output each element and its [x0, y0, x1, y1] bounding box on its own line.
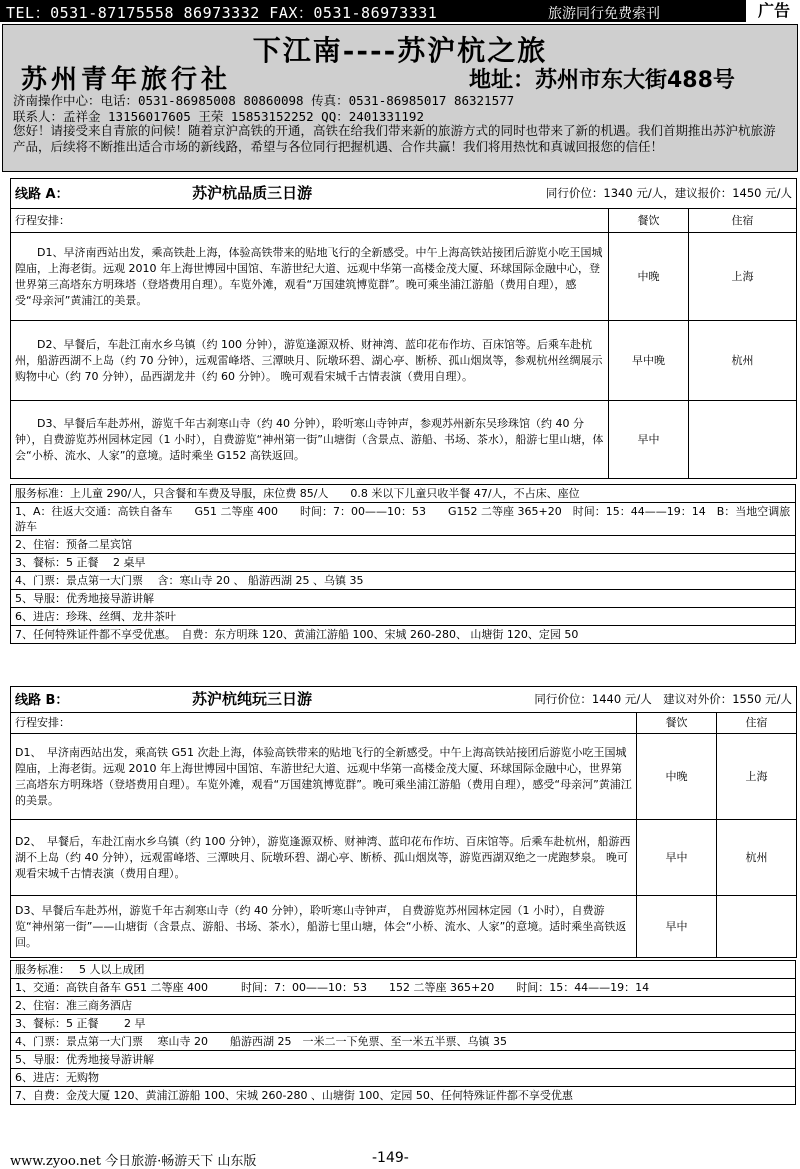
- route-b-day3-meals: 早中: [637, 896, 717, 958]
- route-a-itinerary-header: 行程安排：: [11, 209, 609, 233]
- route-a-title: 苏沪杭品质三日游: [192, 183, 313, 202]
- route-b-day2-meals: 早中: [637, 820, 717, 896]
- route-a-item-3: 3、餐标：5 正餐 2 桌早: [11, 554, 796, 572]
- route-b-header: [11, 687, 797, 713]
- route-a-service-table: [10, 484, 796, 644]
- route-a-table: [10, 178, 797, 479]
- route-a-day1-lodging: 上海: [689, 233, 797, 321]
- route-a-item-5: 5、导服：优秀地接导游讲解: [11, 590, 796, 608]
- intro-paragraph: 您好！请接受来自青旅的问候！随着京沪高铁的开通，高铁在给我们带来新的旅游方式的同时也带来了新的机遇。我们首期推出苏沪杭旅游产品，后续将不断推出适合市场的新线路，希望与各位同行把握机遇、合作共赢！我们将用热忱和真诚回报您的信任！: [13, 123, 776, 154]
- route-b-day2: D2、 早餐后，车赴江南水乡乌镇（约 100 分钟），游览逢源双桥、财神湾、蓝印花布作坊、百床馆等。后乘车赴杭州，船游西湖不上岛（约 40 分钟），远观雷峰塔、三潭映月、阮墩环碧、湖心亭、断桥、孤山烟岚等，游览西湖双绝之一虎跑梦泉。 晚可观看宋城千古情表演（费用自理）。: [11, 820, 637, 896]
- contacts-line: 联系人：孟祥金 13156017605 王荣 15853152252 QQ：2401331192: [13, 109, 424, 124]
- route-a-day3-meals: 早中: [609, 401, 689, 479]
- route-a-lodging-header: 住宿: [689, 209, 797, 233]
- route-b-meals-header: 餐饮: [637, 713, 717, 734]
- agency-header: [2, 24, 798, 172]
- route-b-day2-lodging: 杭州: [717, 820, 797, 896]
- route-b-item-7: 7、自费：金茂大厦 120、黄浦江游船 100、宋城 260-280 、山塘街 100、定园 50、任何特殊证件都不享受优惠: [11, 1087, 796, 1105]
- route-b-service-table: [10, 960, 796, 1105]
- route-b-lodging-header: 住宿: [717, 713, 797, 734]
- route-b-item-6: 6、进店：无购物: [11, 1069, 796, 1087]
- route-a-item-6: 6、进店：珍珠、丝绸、龙井茶叶: [11, 608, 796, 626]
- route-b-item-5: 5、导服：优秀地接导游讲解: [11, 1051, 796, 1069]
- route-b-day1-meals: 中晚: [637, 734, 717, 820]
- route-a-standard: 服务标准：上儿童 290/人，只含餐和车费及导服，床位费 85/人 0.8 米以下儿童只收半餐 47/人，不占床、座位: [11, 485, 796, 503]
- route-b-standard: 服务标准： 5 人以上成团: [11, 961, 796, 979]
- route-b-item-1: 1、交通：高铁自备车 G51 二等座 400 时间：7：00——10：53 152 二等座 365+20 时间：15：44——19：14: [11, 979, 796, 997]
- route-a-day2-lodging: 杭州: [689, 321, 797, 401]
- route-a-day2-meals: 早中晚: [609, 321, 689, 401]
- route-b-table: [10, 686, 797, 958]
- page-number: -149-: [372, 1150, 409, 1166]
- footer-site: www.zyoo.net 今日旅游·畅游天下 山东版: [10, 1154, 257, 1169]
- ops-center-line: 济南操作中心：电话：0531-86985008 80860098 传真：0531-86985017 86321577: [13, 93, 515, 108]
- contact-numbers: TEL：0531-87175558 86973332 FAX：0531-86973331: [6, 4, 438, 22]
- route-a-label: 线路 A：: [15, 186, 69, 202]
- route-a-meals-header: 餐饮: [609, 209, 689, 233]
- route-b-price: 同行价位：1440 元/人 建议对外价：1550 元/人: [534, 691, 793, 706]
- route-b-item-2: 2、住宿：准三商务酒店: [11, 997, 796, 1015]
- route-a-header: [11, 179, 797, 209]
- agency-address: 地址：苏州市东大街488号: [469, 68, 735, 93]
- route-b-day3: D3、早餐后车赴苏州，游览千年古刹寒山寺（约 40 分钟），聆听寒山寺钟声， 自费游览苏州园林定园（1 小时），自费游览“神州第一街”——山塘街（含景点、游船、书场、茶水），船游七里山塘，体会“小桥、流水、人家”的意境。适时乘坐高铁返回。: [11, 896, 637, 958]
- route-a-day3: D3、早餐后车赴苏州，游览千年古刹寒山寺（约 40 分钟），聆听寒山寺钟声，参观苏州新东吴珍珠馆（约 40 分钟），自费游览苏州园林定园（1 小时），自费游览“神州第一街”山塘街（含景点、游船、书场、茶水），船游七里山塘，体会“小桥、流水、人家”的意境。适时乘坐 G152 高铁返回。: [11, 401, 609, 479]
- route-b-day1: D1、 早济南西站出发，乘高铁 G51 次赴上海，体验高铁带来的贴地飞行的全新感受。中午上海高铁站接团后游览小吃王国城隍庙，上海老街。远观 2010 年上海世博园中国馆、车游世纪大道、远观中华第一高楼金茂大厦、环球国际金融中心，世界第三高塔东方明珠塔（登塔费用自理）。车览外滩，观看“万国建筑博览群”。晚可乘坐浦江游船（费用自理），感受“母亲河”黄浦江的美景。: [11, 734, 637, 820]
- route-a-day1: D1、早济南西站出发，乘高铁赴上海，体验高铁带来的贴地飞行的全新感受。中午上海高铁站接团后游览小吃王国城隍庙，上海老街。远观 2010 年上海世博园中国馆、车游世纪大道、远观中华第一高楼金茂大厦、环球国际金融中心，登世界第三高塔东方明珠塔（登塔费用自理）。车览外滩，观看“万国建筑博览群”。晚可乘坐浦江游船（费用自理），感受“母亲河”黄浦江的美景。: [11, 233, 609, 321]
- route-a-item-7: 7、任何特殊证件都不享受优惠。 自费：东方明珠 120、黄浦江游船 100、宋城 260-280、 山塘街 120、定园 50: [11, 626, 796, 644]
- page-title: 下江南----苏沪杭之旅: [252, 34, 548, 67]
- route-b-day3-lodging: [717, 896, 797, 958]
- route-a-day1-meals: 中晚: [609, 233, 689, 321]
- route-b-item-3: 3、餐标：5 正餐 2 早: [11, 1015, 796, 1033]
- route-a-price: 同行价位：1340 元/人，建议报价：1450 元/人: [545, 185, 793, 200]
- route-b-item-4: 4、门票：景点第一大门票 寒山寺 20 船游西湖 25 一米二一下免票、至一米五半票、乌镇 35: [11, 1033, 796, 1051]
- route-a-item-4: 4、门票：景点第一大门票 含：寒山寺 20 、 船游西湖 25 、乌镇 35: [11, 572, 796, 590]
- free-index-label: 旅游同行免费索刊: [548, 6, 660, 22]
- route-a-day2: D2、早餐后，车赴江南水乡乌镇（约 100 分钟），游览逢源双桥、财神湾、蓝印花布作坊、百床馆等。后乘车赴杭州，船游西湖不上岛（约 70 分钟），远观雷峰塔、三潭映月、阮墩环碧、湖心亭、断桥、孤山烟岚等，参观杭州丝绸展示购物中心（约 70 分钟），品西湖龙井（约 60 分钟）。 晚可观看宋城千古情表演（费用自理）。: [11, 321, 609, 401]
- ad-label: 广告: [744, 0, 800, 22]
- route-b-label: 线路 B：: [15, 692, 69, 708]
- route-b-title: 苏沪杭纯玩三日游: [191, 689, 312, 708]
- route-b-itinerary-header: 行程安排：: [11, 713, 637, 734]
- top-contact-bar: [0, 0, 800, 22]
- route-a-item-2: 2、住宿：预备二星宾馆: [11, 536, 796, 554]
- route-a-day3-lodging: [689, 401, 797, 479]
- route-b-day1-lodging: 上海: [717, 734, 797, 820]
- agency-name: 苏州青年旅行社: [21, 65, 232, 95]
- route-a-item-1: 1、A：往返大交通：高铁自备车 G51 二等座 400 时间：7：00——10：53 G152 二等座 365+20 时间：15：44——19：14 B：当地空调旅游车: [11, 503, 796, 536]
